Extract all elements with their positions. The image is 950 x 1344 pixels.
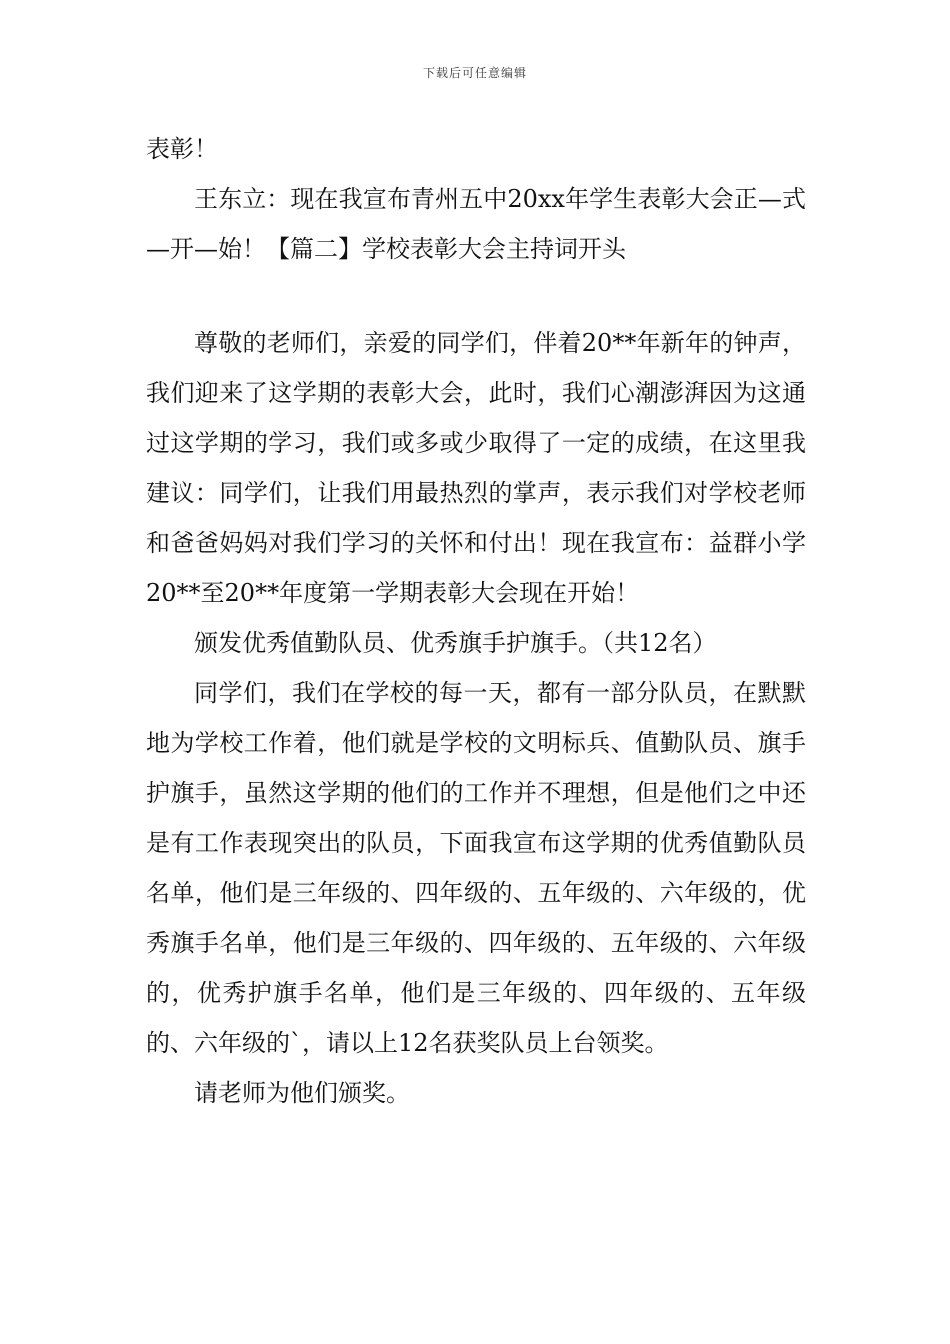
paragraph-4: 颁发优秀值勤队员、优秀旗手护旗手。（共12名） — [194, 629, 717, 657]
page-header: 下载后可任意编辑 — [422, 66, 527, 80]
paragraph-6: 请老师为他们颁奖。 — [194, 1079, 410, 1107]
paragraph-2: 王东立：现在我宣布青州五中20xx年学生表彰大会正—式—开—始！【篇二】学校表彰大会主持词开头 — [146, 185, 806, 263]
paragraph-gap — [146, 274, 806, 318]
paragraph-1: 表彰！ — [146, 135, 218, 163]
document-body — [146, 124, 806, 1118]
paragraph-5: 同学们，我们在学校的每一天，都有一部分队员，在默默地为学校工作着，他们就是学校的文明标兵、值勤队员、旗手护旗手，虽然这学期的他们的工作并不理想，但是他们之中还是有工作表现突出的队员，下面我宣布这学期的优秀值勤队员名单，他们是三年级的、四年级的、五年级的、六年级的，优秀旗手名单，他们是三年级的、四年级的、五年级的、六年级的，优秀护旗手名单，他们是三年级的、四年级的、五年级的、六年级的`，请以上12名获奖队员上台领奖。 — [146, 679, 806, 1057]
paragraph-3: 尊敬的老师们，亲爱的同学们，伴着20**年新年的钟声，我们迎来了这学期的表彰大会，此时，我们心潮澎湃因为这通过这学期的学习，我们或多或少取得了一定的成绩，在这里我建议：同学们，让我们用最热烈的掌声，表示我们对学校老师和爸爸妈妈对我们学习的关怀和付出！现在我宣布：益群小学20**至20**年度第一学期表彰大会现在开始！ — [146, 329, 806, 607]
